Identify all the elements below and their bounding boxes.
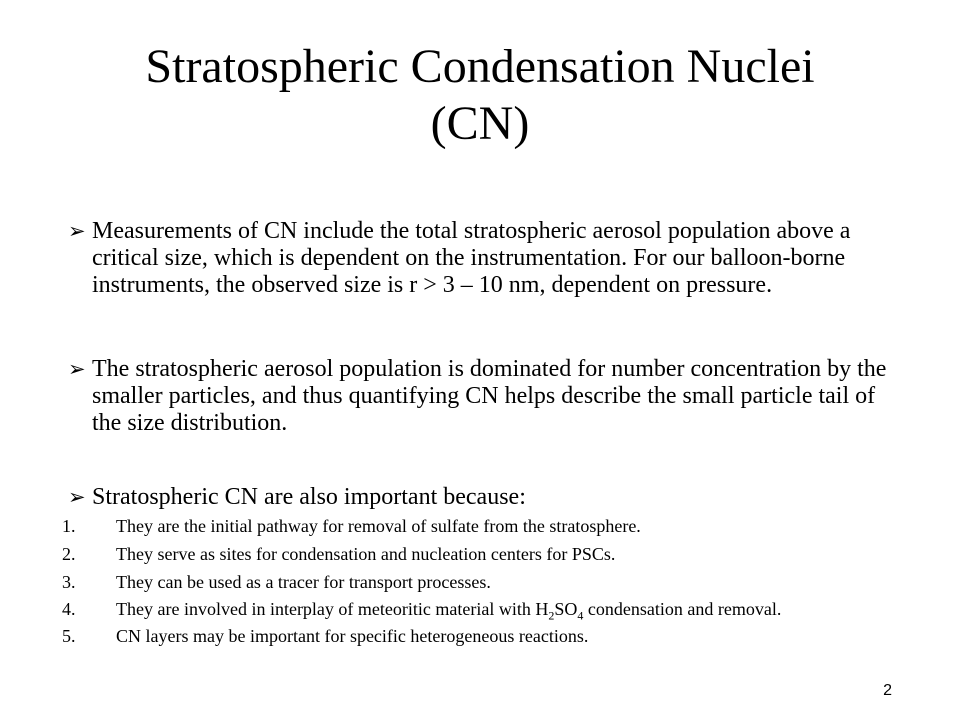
list-item xyxy=(62,599,862,623)
list-item-text xyxy=(116,599,782,623)
list-item-number: 3. xyxy=(62,572,76,592)
subscript: 2 xyxy=(548,608,555,623)
slide-title-line1: Stratospheric Condensation Nuclei xyxy=(145,40,815,93)
page-number: 2 xyxy=(883,682,892,699)
arrow-bullet-icon: ➢ xyxy=(68,219,86,243)
subscript: 4 xyxy=(577,608,584,623)
list-item xyxy=(62,544,862,564)
list-item-text: They can be used as a tracer for transport processes. xyxy=(116,572,491,592)
text-mid: SO xyxy=(554,599,578,619)
list-item-text: They are the initial pathway for removal of sulfate from the stratosphere. xyxy=(116,516,641,536)
list-item xyxy=(62,516,862,536)
arrow-bullet-icon: ➢ xyxy=(68,485,86,509)
text-after: condensation and removal. xyxy=(583,599,782,619)
bullet-text: The stratospheric aerosol population is dominated for number concentration by the smaller particles, and thus quantifying CN helps describe the small particle tail of the size distribution. xyxy=(92,356,887,436)
list-item-text: They serve as sites for condensation and nucleation centers for PSCs. xyxy=(116,544,616,564)
text-before: They are involved in interplay of meteoritic material with H xyxy=(116,599,549,619)
list-item-text: CN layers may be important for specific heterogeneous reactions. xyxy=(116,626,589,646)
list-item xyxy=(62,572,862,592)
list-item-number: 2. xyxy=(62,544,76,564)
bullet-measurements xyxy=(68,218,888,299)
list-item-number: 1. xyxy=(62,516,76,536)
slide-title xyxy=(0,38,960,152)
bullet-text: Measurements of CN include the total stratospheric aerosol population above a critical size, which is dependent on the instrumentation. For our balloon-borne instruments, the observed size is r > 3 – 10 nm, dependent on pressure. xyxy=(92,218,851,298)
reasons-list xyxy=(62,516,862,654)
list-item-number: 5. xyxy=(62,626,76,646)
slide-title-line2: (CN) xyxy=(430,97,530,150)
list-item xyxy=(62,626,862,646)
arrow-bullet-icon: ➢ xyxy=(68,357,86,381)
bullet-importance xyxy=(68,484,888,511)
bullet-text: Stratospheric CN are also important because: xyxy=(92,484,526,510)
list-item-number: 4. xyxy=(62,599,76,619)
bullet-population xyxy=(68,356,888,437)
